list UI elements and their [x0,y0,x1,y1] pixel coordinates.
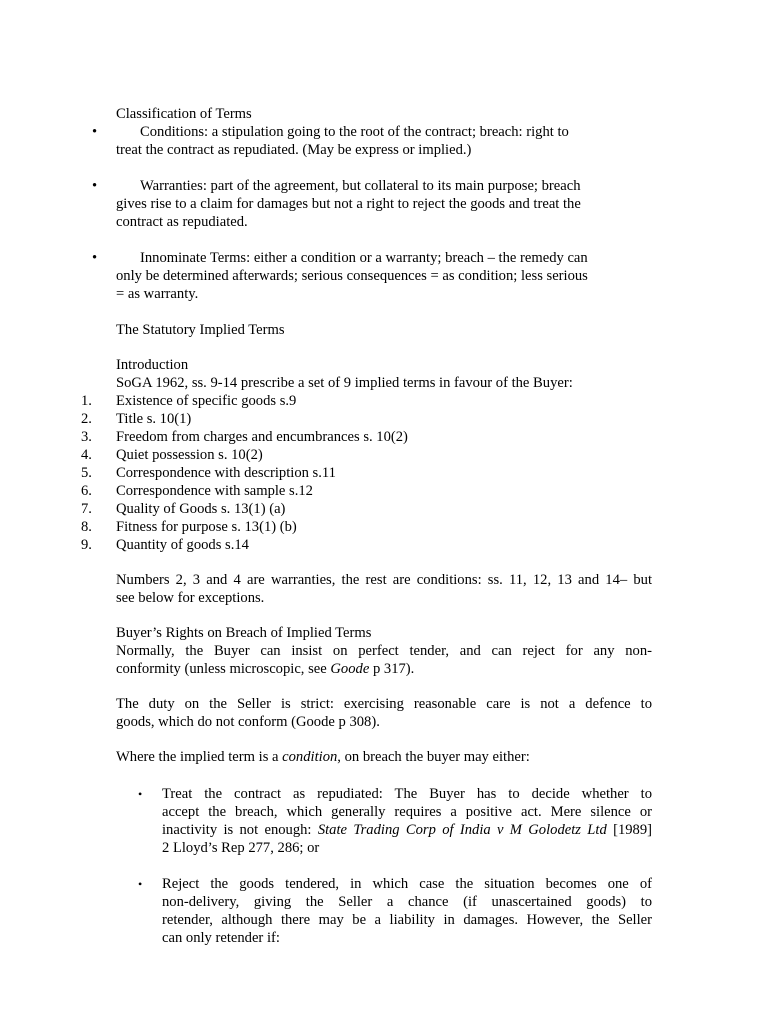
where-paragraph: Where the implied term is a condition, on breach the buyer may either: [116,749,530,765]
list-item: 3. Freedom from charges and encumbrances s. 10(2) [81,429,408,445]
bullet-conditions: • Conditions: a stipulation going to the root of the contract; breach: right to treat the contract as repudiated. (May be express or implied.) [92,124,569,158]
list-item: 5. Correspondence with description s.11 [81,465,336,481]
duty-paragraph: The duty on the Seller is strict: exercising reasonable care is not a defence to goods, which do not conform (Goode p 308). [116,696,652,730]
list-item: 1. Existence of specific goods s.9 [81,393,297,409]
bullet-marker: • [92,178,98,194]
bullet-warranties: • Warranties: part of the agreement, but collateral to its main purpose; breach gives rise to a claim for damages but not a right to reject the goods and treat the contract as repudiated. [92,178,581,230]
list-item: 8. Fitness for purpose s. 13(1) (b) [81,519,297,535]
heading-introduction: Introduction [116,357,189,373]
list-item: 6. Correspondence with sample s.12 [81,483,313,499]
numbers-note: Numbers 2, 3 and 4 are warranties, the rest are conditions: ss. 11, 12, 13 and 14– but see below for exceptions. [116,572,652,606]
list-item: 4. Quiet possession s. 10(2) [81,447,263,463]
bullet-marker: • [92,250,98,266]
list-item: 9. Quantity of goods s.14 [81,537,249,553]
bullet-marker: • [92,124,98,140]
list-item: 2. Title s. 10(1) [81,411,192,427]
sub-bullet-reject: • Reject the goods tendered, in which case the situation becomes one of non-delivery, giving the Seller a chance (if unascertained goods) to retender, although there may be a liability in damages. However, the Seller can only retender if: [138,876,652,946]
intro-text: SoGA 1962, ss. 9-14 prescribe a set of 9 implied terms in favour of the Buyer: [116,375,573,391]
heading-statutory: The Statutory Implied Terms [116,322,285,338]
list-item: 7. Quality of Goods s. 13(1) (a) [81,501,286,517]
sub-bullet-repudiate: • Treat the contract as repudiated: The Buyer has to decide whether to accept the breach, which generally requires a positive act. Mere silence or inactivity is not enough: State Trading Corp of India v M Golodetz Ltd [1989] 2 Lloyd’s Rep 277, 286; or [138,786,652,856]
bullet-marker: • [138,877,143,891]
bullet-innominate: • Innominate Terms: either a condition or a warranty; breach – the remedy can only be determined afterwards; serious consequences = as condition; less serious = as warranty. [92,250,588,302]
heading-buyers-rights: Buyer’s Rights on Breach of Implied Terms [116,625,372,641]
rights-paragraph: Normally, the Buyer can insist on perfect tender, and can reject for any non- conformity (unless microscopic, see Goode p 317). [116,643,652,677]
bullet-marker: • [138,787,143,801]
heading-classification: Classification of Terms [116,106,252,122]
